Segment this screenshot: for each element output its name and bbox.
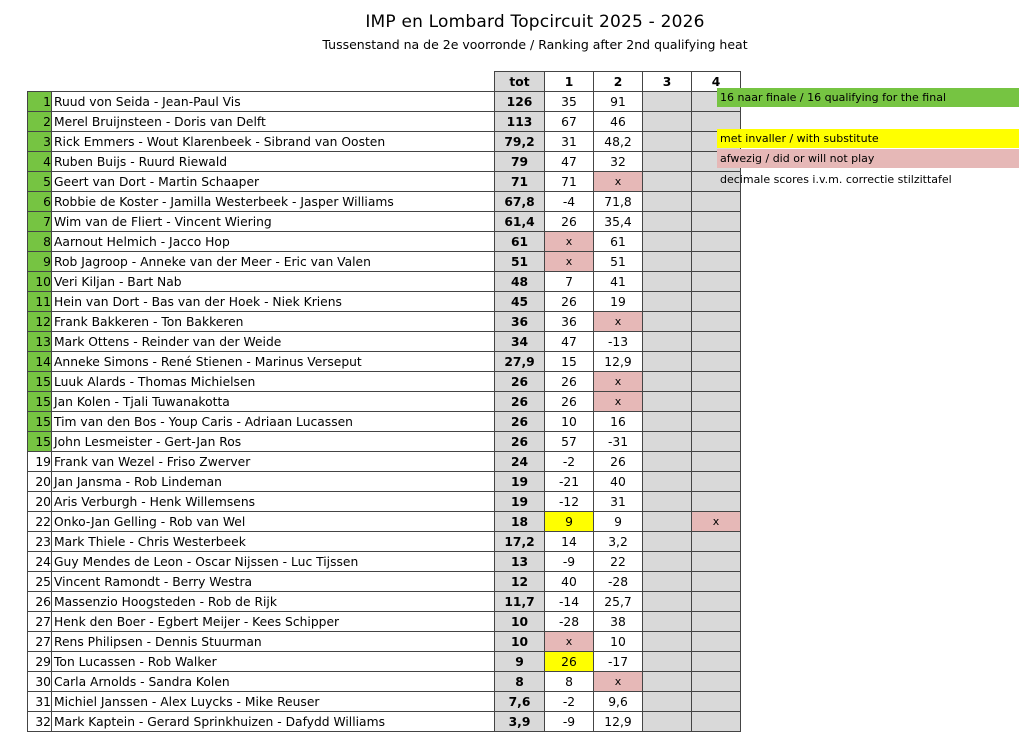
total-score: 126 xyxy=(495,92,545,112)
round-4-score xyxy=(692,312,741,332)
table-row xyxy=(28,592,741,612)
round-3-score xyxy=(643,552,692,572)
total-score: 7,6 xyxy=(495,692,545,712)
round-1-score: 8 xyxy=(545,672,594,692)
round-1-score: -4 xyxy=(545,192,594,212)
round-4-score xyxy=(692,332,741,352)
table-row xyxy=(28,112,741,132)
round-3-score xyxy=(643,132,692,152)
round-3-score xyxy=(643,572,692,592)
round-1-score: 57 xyxy=(545,432,594,452)
rank-position: 5 xyxy=(28,172,52,192)
rank-position: 32 xyxy=(28,712,52,732)
rank-position: 22 xyxy=(28,512,52,532)
pair-name: Rens Philipsen - Dennis Stuurman xyxy=(52,632,495,652)
round-3-score xyxy=(643,592,692,612)
round-2-score: 31 xyxy=(594,492,643,512)
rank-position: 15 xyxy=(28,412,52,432)
round-3-score xyxy=(643,172,692,192)
pair-name: Tim van den Bos - Youp Caris - Adriaan Lucassen xyxy=(52,412,495,432)
pair-name: Geert van Dort - Martin Schaaper xyxy=(52,172,495,192)
total-score: 10 xyxy=(495,612,545,632)
pair-name: Mark Thiele - Chris Westerbeek xyxy=(52,532,495,552)
rank-position: 15 xyxy=(28,372,52,392)
round-1-score: 7 xyxy=(545,272,594,292)
table-row xyxy=(28,412,741,432)
pair-name: Robbie de Koster - Jamilla Westerbeek - Jasper Williams xyxy=(52,192,495,212)
round-3-score xyxy=(643,532,692,552)
table-row xyxy=(28,632,741,652)
rank-position: 30 xyxy=(28,672,52,692)
rank-position: 24 xyxy=(28,552,52,572)
column-header-round-3: 3 xyxy=(643,72,692,92)
round-2-score: x xyxy=(594,312,643,332)
round-2-score: 48,2 xyxy=(594,132,643,152)
total-score: 8 xyxy=(495,672,545,692)
round-4-score xyxy=(692,552,741,572)
round-1-score: 26 xyxy=(545,392,594,412)
round-1-score: -12 xyxy=(545,492,594,512)
column-header-tot: tot xyxy=(495,72,545,92)
total-score: 12 xyxy=(495,572,545,592)
total-score: 27,9 xyxy=(495,352,545,372)
round-4-score xyxy=(692,472,741,492)
total-score: 26 xyxy=(495,372,545,392)
round-3-score xyxy=(643,112,692,132)
pair-name: John Lesmeister - Gert-Jan Ros xyxy=(52,432,495,452)
table-row xyxy=(28,552,741,572)
round-3-score xyxy=(643,412,692,432)
round-4-score xyxy=(692,292,741,312)
rank-position: 20 xyxy=(28,492,52,512)
rank-position: 8 xyxy=(28,232,52,252)
pair-name: Henk den Boer - Egbert Meijer - Kees Schipper xyxy=(52,612,495,632)
table-row xyxy=(28,92,741,112)
round-4-score xyxy=(692,212,741,232)
pair-name: Ton Lucassen - Rob Walker xyxy=(52,652,495,672)
total-score: 48 xyxy=(495,272,545,292)
round-1-score: -21 xyxy=(545,472,594,492)
total-score: 3,9 xyxy=(495,712,545,732)
round-3-score xyxy=(643,352,692,372)
table-row xyxy=(28,232,741,252)
round-4-score xyxy=(692,652,741,672)
total-score: 61,4 xyxy=(495,212,545,232)
table-row xyxy=(28,432,741,452)
column-header-round-1: 1 xyxy=(545,72,594,92)
pair-name: Carla Arnolds - Sandra Kolen xyxy=(52,672,495,692)
legend-decimal-note: decimale scores i.v.m. correctie stilzittafel xyxy=(720,173,952,186)
round-3-score xyxy=(643,632,692,652)
table-row xyxy=(28,692,741,712)
round-1-score: 40 xyxy=(545,572,594,592)
round-2-score: 12,9 xyxy=(594,712,643,732)
rank-position: 20 xyxy=(28,472,52,492)
column-header-round-4: 4 xyxy=(692,72,741,92)
round-2-score: 46 xyxy=(594,112,643,132)
round-3-score xyxy=(643,232,692,252)
round-2-score: 3,2 xyxy=(594,532,643,552)
pair-name: Ruud von Seida - Jean-Paul Vis xyxy=(52,92,495,112)
pair-name: Mark Kaptein - Gerard Sprinkhuizen - Dafydd Williams xyxy=(52,712,495,732)
table-row xyxy=(28,212,741,232)
round-4-score xyxy=(692,232,741,252)
total-score: 26 xyxy=(495,412,545,432)
round-1-score: 31 xyxy=(545,132,594,152)
header-row xyxy=(28,72,741,92)
pair-name: Rob Jagroop - Anneke van der Meer - Eric van Valen xyxy=(52,252,495,272)
round-2-score: -31 xyxy=(594,432,643,452)
round-4-score xyxy=(692,412,741,432)
total-score: 61 xyxy=(495,232,545,252)
round-3-score xyxy=(643,392,692,412)
total-score: 51 xyxy=(495,252,545,272)
round-1-score: 67 xyxy=(545,112,594,132)
pair-name: Merel Bruijnsteen - Doris van Delft xyxy=(52,112,495,132)
round-2-score: 38 xyxy=(594,612,643,632)
round-1-score: -9 xyxy=(545,712,594,732)
rank-position: 6 xyxy=(28,192,52,212)
table-row xyxy=(28,392,741,412)
round-2-score: 91 xyxy=(594,92,643,112)
round-1-score: 26 xyxy=(545,372,594,392)
round-4-score xyxy=(692,572,741,592)
table-row xyxy=(28,252,741,272)
round-2-score: 16 xyxy=(594,412,643,432)
round-4-score xyxy=(692,252,741,272)
total-score: 13 xyxy=(495,552,545,572)
round-2-score: -28 xyxy=(594,572,643,592)
total-score: 34 xyxy=(495,332,545,352)
total-score: 79 xyxy=(495,152,545,172)
table-row xyxy=(28,152,741,172)
round-3-score xyxy=(643,492,692,512)
page-title: IMP en Lombard Topcircuit 2025 - 2026 xyxy=(365,12,705,32)
round-1-score: 14 xyxy=(545,532,594,552)
round-3-score xyxy=(643,372,692,392)
table-row xyxy=(28,272,741,292)
round-3-score xyxy=(643,332,692,352)
total-score: 36 xyxy=(495,312,545,332)
round-1-score: -14 xyxy=(545,592,594,612)
rank-position: 15 xyxy=(28,432,52,452)
round-2-score: 41 xyxy=(594,272,643,292)
table-row xyxy=(28,352,741,372)
rank-position: 26 xyxy=(28,592,52,612)
table-row xyxy=(28,612,741,632)
round-2-score: x xyxy=(594,392,643,412)
legend-substitute: met invaller / with substitute xyxy=(717,129,1019,148)
table-row xyxy=(28,372,741,392)
round-1-score: -2 xyxy=(545,692,594,712)
round-4-score xyxy=(692,192,741,212)
round-1-score: 71 xyxy=(545,172,594,192)
rank-position: 7 xyxy=(28,212,52,232)
round-3-score xyxy=(643,292,692,312)
total-score: 26 xyxy=(495,432,545,452)
round-1-score: -9 xyxy=(545,552,594,572)
round-1-score: 26 xyxy=(545,652,594,672)
total-score: 24 xyxy=(495,452,545,472)
rank-position: 9 xyxy=(28,252,52,272)
round-1-score: 35 xyxy=(545,92,594,112)
round-2-score: 12,9 xyxy=(594,352,643,372)
table-row xyxy=(28,292,741,312)
round-4-score xyxy=(692,272,741,292)
round-3-score xyxy=(643,92,692,112)
round-1-score: 36 xyxy=(545,312,594,332)
rank-position: 10 xyxy=(28,272,52,292)
pair-name: Wim van de Fliert - Vincent Wiering xyxy=(52,212,495,232)
total-score: 71 xyxy=(495,172,545,192)
round-1-score: 9 xyxy=(545,512,594,532)
round-2-score: 40 xyxy=(594,472,643,492)
round-4-score xyxy=(692,492,741,512)
round-1-score: 10 xyxy=(545,412,594,432)
round-2-score: x xyxy=(594,172,643,192)
round-2-score: 9 xyxy=(594,512,643,532)
rank-position: 12 xyxy=(28,312,52,332)
round-1-score: 26 xyxy=(545,292,594,312)
pair-name: Michiel Janssen - Alex Luycks - Mike Reuser xyxy=(52,692,495,712)
pair-name: Mark Ottens - Reinder van der Weide xyxy=(52,332,495,352)
round-4-score xyxy=(692,352,741,372)
legend-qualifying: 16 naar finale / 16 qualifying for the final xyxy=(717,88,1019,107)
total-score: 18 xyxy=(495,512,545,532)
round-3-score xyxy=(643,192,692,212)
round-3-score xyxy=(643,252,692,272)
round-1-score: 26 xyxy=(545,212,594,232)
table-row xyxy=(28,452,741,472)
table-row xyxy=(28,512,741,532)
pair-name: Jan Jansma - Rob Lindeman xyxy=(52,472,495,492)
round-1-score: -28 xyxy=(545,612,594,632)
pair-name: Frank Bakkeren - Ton Bakkeren xyxy=(52,312,495,332)
pair-name: Anneke Simons - René Stienen - Marinus Verseput xyxy=(52,352,495,372)
round-2-score: 35,4 xyxy=(594,212,643,232)
pair-name: Ruben Buijs - Ruurd Riewald xyxy=(52,152,495,172)
table-row xyxy=(28,672,741,692)
total-score: 79,2 xyxy=(495,132,545,152)
round-3-score xyxy=(643,152,692,172)
round-4-score xyxy=(692,692,741,712)
round-4-score xyxy=(692,452,741,472)
rank-position: 27 xyxy=(28,612,52,632)
rank-position: 31 xyxy=(28,692,52,712)
round-2-score: 51 xyxy=(594,252,643,272)
pair-name: Aarnout Helmich - Jacco Hop xyxy=(52,232,495,252)
round-3-score xyxy=(643,472,692,492)
table-row xyxy=(28,132,741,152)
table-row xyxy=(28,532,741,552)
round-1-score: x xyxy=(545,632,594,652)
rank-position: 13 xyxy=(28,332,52,352)
round-4-score xyxy=(692,432,741,452)
round-4-score xyxy=(692,672,741,692)
round-2-score: 61 xyxy=(594,232,643,252)
rank-position: 11 xyxy=(28,292,52,312)
round-2-score: 10 xyxy=(594,632,643,652)
round-3-score xyxy=(643,212,692,232)
round-1-score: 47 xyxy=(545,152,594,172)
round-4-score xyxy=(692,392,741,412)
round-2-score: 25,7 xyxy=(594,592,643,612)
round-2-score: x xyxy=(594,672,643,692)
rank-position: 14 xyxy=(28,352,52,372)
pair-name: Jan Kolen - Tjali Tuwanakotta xyxy=(52,392,495,412)
table-row xyxy=(28,472,741,492)
round-2-score: x xyxy=(594,372,643,392)
rank-position: 4 xyxy=(28,152,52,172)
table-row xyxy=(28,192,741,212)
round-3-score xyxy=(643,692,692,712)
table-row xyxy=(28,572,741,592)
round-4-score xyxy=(692,632,741,652)
round-2-score: 26 xyxy=(594,452,643,472)
round-3-score xyxy=(643,652,692,672)
rank-position: 3 xyxy=(28,132,52,152)
round-3-score xyxy=(643,272,692,292)
rank-position: 29 xyxy=(28,652,52,672)
rank-position: 15 xyxy=(28,392,52,412)
page-subtitle: Tussenstand na de 2e voorronde / Ranking after 2nd qualifying heat xyxy=(322,37,748,52)
legend-absent: afwezig / did or will not play xyxy=(717,149,1019,168)
rank-position: 25 xyxy=(28,572,52,592)
round-3-score xyxy=(643,312,692,332)
table-row xyxy=(28,172,741,192)
pair-name: Rick Emmers - Wout Klarenbeek - Sibrand van Oosten xyxy=(52,132,495,152)
pair-name: Onko-Jan Gelling - Rob van Wel xyxy=(52,512,495,532)
total-score: 10 xyxy=(495,632,545,652)
round-3-score xyxy=(643,452,692,472)
total-score: 17,2 xyxy=(495,532,545,552)
rank-position: 2 xyxy=(28,112,52,132)
table-row xyxy=(28,312,741,332)
round-4-score xyxy=(692,532,741,552)
round-4-score xyxy=(692,712,741,732)
rank-position: 1 xyxy=(28,92,52,112)
pair-name: Massenzio Hoogsteden - Rob de Rijk xyxy=(52,592,495,612)
pair-name: Hein van Dort - Bas van der Hoek - Niek Kriens xyxy=(52,292,495,312)
header-blank xyxy=(28,72,495,92)
total-score: 11,7 xyxy=(495,592,545,612)
pair-name: Guy Mendes de Leon - Oscar Nijssen - Luc Tijssen xyxy=(52,552,495,572)
total-score: 113 xyxy=(495,112,545,132)
round-4-score xyxy=(692,612,741,632)
column-header-round-2: 2 xyxy=(594,72,643,92)
round-1-score: x xyxy=(545,232,594,252)
round-2-score: 19 xyxy=(594,292,643,312)
round-3-score xyxy=(643,672,692,692)
round-1-score: x xyxy=(545,252,594,272)
pair-name: Luuk Alards - Thomas Michielsen xyxy=(52,372,495,392)
rank-position: 19 xyxy=(28,452,52,472)
total-score: 45 xyxy=(495,292,545,312)
round-2-score: -13 xyxy=(594,332,643,352)
table-row xyxy=(28,712,741,732)
round-3-score xyxy=(643,712,692,732)
table-row xyxy=(28,492,741,512)
total-score: 19 xyxy=(495,492,545,512)
total-score: 26 xyxy=(495,392,545,412)
table-row xyxy=(28,652,741,672)
round-2-score: 32 xyxy=(594,152,643,172)
round-3-score xyxy=(643,612,692,632)
round-4-score xyxy=(692,592,741,612)
pair-name: Aris Verburgh - Henk Willemsens xyxy=(52,492,495,512)
round-1-score: -2 xyxy=(545,452,594,472)
round-3-score xyxy=(643,512,692,532)
round-2-score: 22 xyxy=(594,552,643,572)
ranking-table xyxy=(27,71,741,732)
round-2-score: -17 xyxy=(594,652,643,672)
total-score: 19 xyxy=(495,472,545,492)
round-4-score: x xyxy=(692,512,741,532)
round-2-score: 9,6 xyxy=(594,692,643,712)
total-score: 67,8 xyxy=(495,192,545,212)
total-score: 9 xyxy=(495,652,545,672)
round-2-score: 71,8 xyxy=(594,192,643,212)
rank-position: 23 xyxy=(28,532,52,552)
pair-name: Vincent Ramondt - Berry Westra xyxy=(52,572,495,592)
pair-name: Veri Kiljan - Bart Nab xyxy=(52,272,495,292)
round-1-score: 47 xyxy=(545,332,594,352)
round-4-score xyxy=(692,372,741,392)
round-3-score xyxy=(643,432,692,452)
rank-position: 27 xyxy=(28,632,52,652)
pair-name: Frank van Wezel - Friso Zwerver xyxy=(52,452,495,472)
table-row xyxy=(28,332,741,352)
round-1-score: 15 xyxy=(545,352,594,372)
